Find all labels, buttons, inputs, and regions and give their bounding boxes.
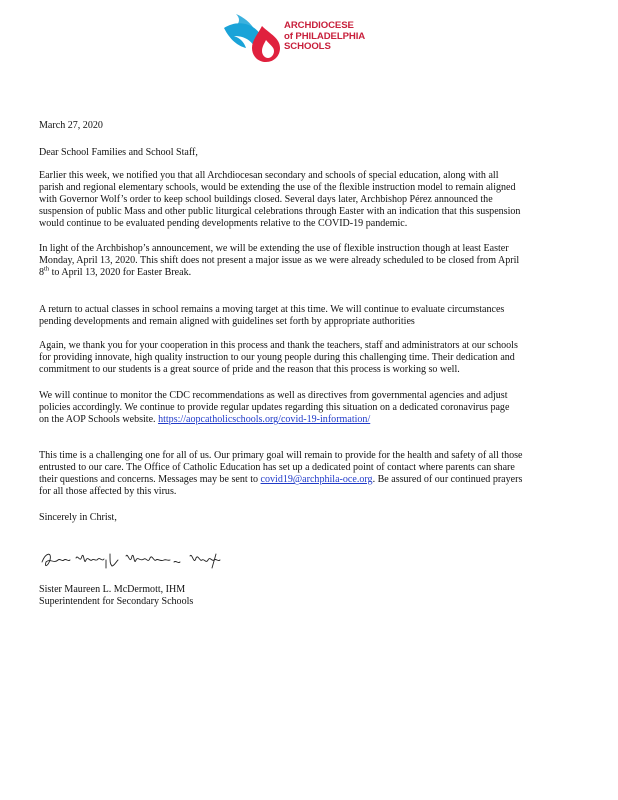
paragraph-line: This time is a challenging one for all of us. Our primary goal will remain to provide for the health and safety of all those bbox=[39, 450, 523, 461]
paragraph-line: policies accordingly. We continue to provide regular updates regarding this situation on a dedicated coronavirus page bbox=[39, 402, 510, 414]
salutation: Dear School Families and School Staff, bbox=[39, 147, 198, 158]
paragraph-line: with Governor Wolf’s order to keep school buildings closed. Several days later, Archbishop Pérez announced the bbox=[39, 194, 493, 206]
paragraph-line: Monday, April 13, 2020. This shift does not present a major issue as we were already scheduled to be closed from April bbox=[39, 255, 520, 267]
paragraph-line: entrusted to our care. The Office of Catholic Education has set up a dedicated point of contact where parents can share bbox=[39, 462, 515, 474]
paragraph-line: for providing innovate, high quality instruction to our young people during this challenging time. Their dedication and bbox=[39, 352, 515, 364]
paragraph-line: for all those affected by this virus. bbox=[39, 486, 177, 498]
paragraph-line: parish and regional elementary schools, would be extending the use of the flexible instruction model to remain aligned bbox=[39, 182, 516, 194]
logo-line-3: SCHOOLS bbox=[284, 41, 331, 53]
handwritten-signature bbox=[40, 548, 240, 579]
paragraph-line: Again, we thank you for your cooperation in this process and thank the teachers, staff and administrators at our schools bbox=[39, 340, 518, 351]
paragraph-4 bbox=[39, 340, 599, 376]
logo-line-1: ARCHDIOCESE bbox=[284, 20, 354, 31]
paragraph-line: We will continue to monitor the CDC recommendations as well as directives from governmental agencies and adjust bbox=[39, 390, 508, 401]
letter-date: March 27, 2020 bbox=[39, 120, 103, 131]
logo-wordmark bbox=[284, 21, 365, 53]
signer-title: Superintendent for Secondary Schools bbox=[39, 596, 194, 608]
dove-flame-logo-icon bbox=[222, 10, 282, 66]
signer-name: Sister Maureen L. McDermott, IHM bbox=[39, 584, 186, 595]
paragraph-1 bbox=[39, 170, 599, 230]
paragraph-5 bbox=[39, 390, 599, 426]
paragraph-line: pending developments and remain aligned with guidelines set forth by appropriate authorities bbox=[39, 316, 415, 328]
paragraph-line: on the AOP Schools website. https://aopcatholicschools.org/covid-19-information/ bbox=[39, 414, 371, 426]
paragraph-line: Earlier this week, we notified you that all Archdiocesan secondary and schools of special education, along with all bbox=[39, 170, 499, 181]
paragraph-line: In light of the Archbishop’s announcement, we will be extending the use of flexible instruction though at least Easter bbox=[39, 243, 509, 254]
paragraph-6 bbox=[39, 450, 599, 498]
paragraph-line: 8th to April 13, 2020 for Easter Break. bbox=[39, 265, 192, 279]
covid-info-link[interactable]: https://aopcatholicschools.org/covid-19-information/ bbox=[158, 414, 371, 426]
logo-line-2: of PHILADELPHIA bbox=[284, 30, 366, 42]
paragraph-3 bbox=[39, 304, 599, 328]
paragraph-line: their questions and concerns. Messages may be sent to covid19@archphila-oce.org. Be assured of our continued prayers bbox=[39, 474, 523, 486]
contact-email-link[interactable]: covid19@archphila-oce.org bbox=[260, 474, 373, 486]
paragraph-line: would continue to be evaluated pending developments relative to the COVID-19 pandemic. bbox=[39, 218, 408, 230]
paragraph-line: commitment to our students is a great source of pride and the reason that this process is working so well. bbox=[39, 364, 460, 376]
school-logo bbox=[222, 10, 422, 66]
signature-block bbox=[39, 584, 599, 608]
paragraph-line: suspension of public Mass and other public liturgical celebrations through Easter with an indication that this suspension bbox=[39, 206, 521, 218]
paragraph-line: A return to actual classes in school remains a moving target at this time. We will continue to evaluate circumstances bbox=[39, 304, 505, 315]
paragraph-2 bbox=[39, 243, 599, 279]
closing: Sincerely in Christ, bbox=[39, 512, 117, 523]
